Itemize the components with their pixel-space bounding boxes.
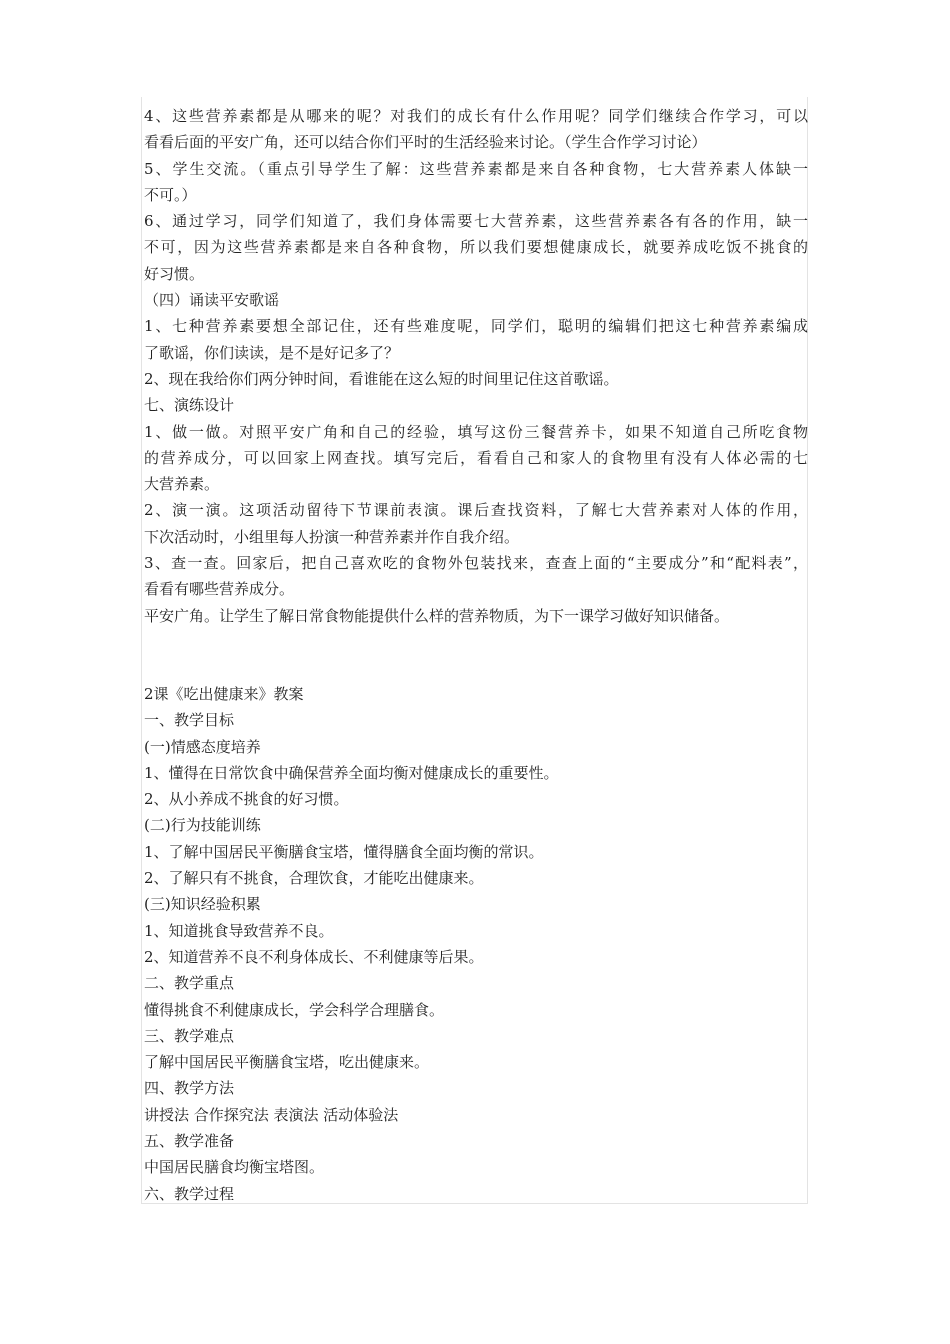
text-line: 1、懂得在日常饮食中确保营养全面均衡对健康成长的重要性。 bbox=[144, 763, 559, 782]
section-gap bbox=[144, 629, 808, 681]
text-line: 中国居民膳食均衡宝塔图。 bbox=[144, 1158, 325, 1177]
text-line: 七、演练设计 bbox=[144, 396, 235, 415]
text-line: 一、教学目标 bbox=[144, 711, 235, 730]
text-line: 好习惯。 bbox=[144, 264, 205, 283]
text-line: (三)知识经验积累 bbox=[144, 895, 261, 914]
text-line: 了解中国居民平衡膳食宝塔，吃出健康来。 bbox=[144, 1053, 430, 1072]
text-line: 三、教学难点 bbox=[144, 1026, 235, 1045]
text-line: 1、七种营养素要想全部记住，还有些难度呢，同学们，聪明的编辑们把这七种营养素编成 bbox=[144, 317, 808, 336]
text-line: 看看有哪些营养成分。 bbox=[144, 580, 295, 599]
text-line: 2、演一演。这项活动留待下节课前表演。课后查找资料，了解七大营养素对人体的作用， bbox=[144, 501, 808, 520]
text-line: 不可。） bbox=[144, 185, 197, 204]
text-line: 二、教学重点 bbox=[144, 974, 235, 993]
text-line: 1、了解中国居民平衡膳食宝塔，懂得膳食全面均衡的常识。 bbox=[144, 842, 544, 861]
text-line: 懂得挑食不利健康成长，学会科学合理膳食。 bbox=[144, 1000, 445, 1019]
text-line: 2、从小养成不挑食的好习惯。 bbox=[144, 790, 349, 809]
lesson-1-continuation bbox=[144, 103, 808, 629]
text-line: 不可，因为这些营养素都是来自各种食物，所以我们要想健康成长，就要养成吃饭不挑食的 bbox=[144, 238, 808, 257]
text-line: 1、知道挑食导致营养不良。 bbox=[144, 921, 334, 940]
text-line: (一)情感态度培养 bbox=[144, 737, 261, 756]
text-line: 讲授法 合作探究法 表演法 活动体验法 bbox=[144, 1105, 399, 1124]
text-line: 五、教学准备 bbox=[144, 1131, 235, 1150]
text-line: 平安广角。让学生了解日常食物能提供什么样的营养物质，为下一课学习做好知识储备。 bbox=[144, 606, 730, 625]
text-line: 5、学生交流。（重点引导学生了解：这些营养素都是来自各种食物，七大营养素人体缺一 bbox=[144, 159, 808, 178]
text-line: 2、现在我给你们两分钟时间，看谁能在这么短的时间里记住这首歌谣。 bbox=[144, 369, 619, 388]
text-line: 了歌谣，你们读读，是不是好记多了？ bbox=[144, 343, 400, 362]
lesson-2-plan bbox=[144, 681, 808, 1207]
text-line: 四、教学方法 bbox=[144, 1079, 235, 1098]
document-body bbox=[144, 103, 808, 1207]
text-line: (二)行为技能训练 bbox=[144, 816, 261, 835]
text-line: 的营养成分，可以回家上网查找。填写完后，看看自己和家人的食物里有没有人体必需的七 bbox=[144, 448, 808, 467]
text-line: 看看后面的平安广角，还可以结合你们平时的生活经验来讨论。（学生合作学习讨论） bbox=[144, 133, 707, 152]
text-line: 1、做一做。对照平安广角和自己的经验，填写这份三餐营养卡，如果不知道自己所吃食物 bbox=[144, 422, 808, 441]
text-line: 6、通过学习，同学们知道了，我们身体需要七大营养素，这些营养素各有各的作用，缺一 bbox=[144, 212, 808, 231]
text-line: 2、了解只有不挑食，合理饮食，才能吃出健康来。 bbox=[144, 869, 484, 888]
text-line: 4、这些营养素都是从哪来的呢？对我们的成长有什么作用呢？同学们继续合作学习，可以 bbox=[144, 107, 808, 125]
text-line: 2课《吃出健康来》教案 bbox=[144, 684, 304, 703]
text-line: 大营养素。 bbox=[144, 475, 220, 494]
text-line: 下次活动时，小组里每人扮演一种营养素并作自我介绍。 bbox=[144, 527, 520, 546]
text-line: 六、教学过程 bbox=[144, 1184, 235, 1203]
text-line: 3、查一查。回家后，把自己喜欢吃的食物外包装找来，查查上面的“主要成分”和“配料表”， bbox=[144, 554, 808, 573]
text-line: 2、知道营养不良不利身体成长、不利健康等后果。 bbox=[144, 947, 484, 966]
text-line: （四）诵读平安歌谣 bbox=[144, 291, 280, 310]
